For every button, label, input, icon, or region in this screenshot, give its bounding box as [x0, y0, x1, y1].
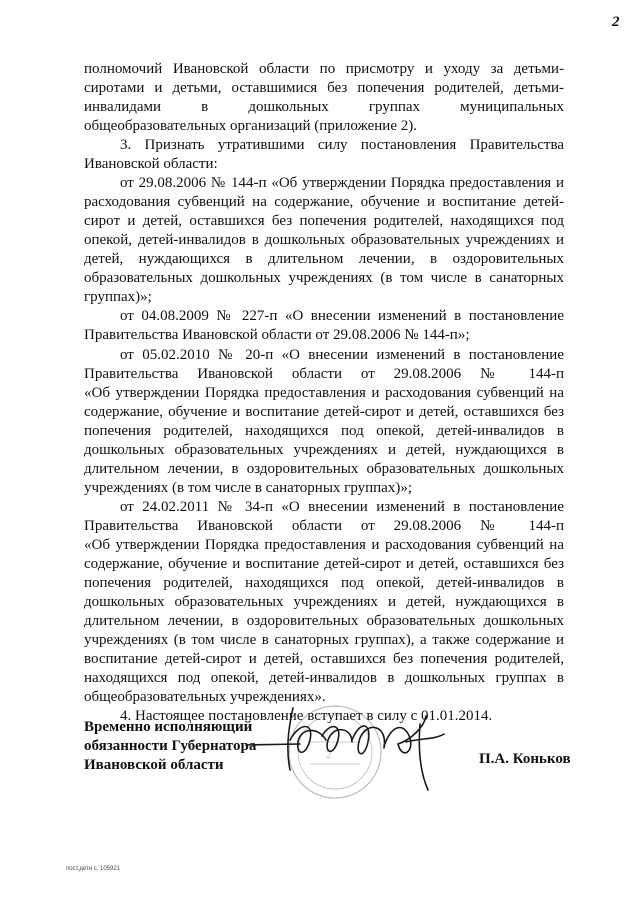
body-text-line: Правительства Ивановской области от 29.08.2006 № 144-п: [84, 365, 564, 382]
svg-text:2: 2: [326, 749, 332, 761]
body-text-line: попечения родителей, находящихся под опекой, детей-инвалидов в: [84, 422, 564, 439]
body-text-line: расходования субвенций на содержание, обучение и воспитание детей-: [84, 194, 564, 211]
body-text-line: учреждениях (в том числе в санаторных группах)»;: [84, 479, 412, 496]
signatory-name: П.А. Коньков: [479, 751, 571, 767]
body-text-line: образовательных дошкольных учреждениях (в том числе в санаторных: [84, 270, 564, 287]
body-text-line: от 24.02.2011 № 34-п «О внесении изменений в постановление: [120, 498, 564, 515]
signatory-title-line-3: Ивановской области: [84, 757, 224, 773]
body-text-line: длительном лечении, в оздоровительных образовательных дошкольных: [84, 612, 564, 629]
body-text-line: сиротами и детьми, оставшимися без попечения родителей, детьми-: [84, 80, 564, 96]
body-text-line: Правительства Ивановской области от 29.08.2006 № 144-п: [84, 517, 564, 534]
body-text-line: группах)»;: [84, 289, 152, 306]
body-text-line: Ивановской области:: [84, 156, 218, 173]
body-text-line: общеобразовательных организаций (приложение 2).: [84, 118, 417, 135]
body-text-line: учреждениях (в том числе в санаторных группах), а также содержание и: [84, 631, 564, 648]
body-text-line: от 05.02.2010 № 20-п «О внесении изменений в постановление: [120, 346, 564, 363]
body-text-line: опекой, детей-инвалидов в дошкольных образовательных учреждениях и: [84, 232, 564, 249]
body-text-line: детей, нуждающихся в длительном лечении, в оздоровительных: [84, 251, 564, 268]
body-text-line: «Об утверждении Порядка предоставления и расходования субвенций на: [84, 536, 564, 553]
signatory-title-line-2: обязанности Губернатора: [84, 738, 257, 754]
body-text-line: попечения родителей, находящихся под опекой, детей-инвалидов в: [84, 574, 564, 591]
body-text-line: Правительства Ивановской области от 29.08.2006 № 144-п»;: [84, 327, 470, 344]
body-text-line: «Об утверждении Порядка предоставления и расходования субвенций на: [84, 384, 564, 401]
page-number: 2: [612, 14, 620, 30]
handwritten-signature-icon: [246, 708, 444, 790]
body-text-line: дошкольных образовательных учреждениях и детей, нуждающихся в: [84, 441, 564, 458]
body-text-line: содержание, обучение и воспитание детей-сирот и детей, оставшихся без: [84, 403, 564, 420]
signatory-title-line-1: Временно исполняющий: [84, 719, 253, 735]
body-text-line: 3. Признать утратившими силу постановления Правительства: [120, 137, 564, 154]
body-text-line: от 04.08.2009 № 227-п «О внесении изменений в постановление: [120, 308, 564, 325]
body-text-line: полномочий Ивановской области по присмотру и уходу за детьми-: [84, 61, 564, 77]
body-text-line: содержание, обучение и воспитание детей-сирот и детей, оставшихся без: [84, 555, 564, 572]
body-text-line: длительном лечении, в оздоровительных образовательных дошкольных: [84, 460, 564, 477]
body-text-line: дошкольных образовательных учреждениях и детей, нуждающихся в: [84, 593, 564, 610]
body-text-line: сирот и детей, оставшихся без попечения родителей, находящихся под: [84, 213, 564, 230]
body-text-line: находящихся под опекой, детей-инвалидов в дошкольных группах в: [84, 670, 564, 686]
body-text-line: от 29.08.2006 № 144-п «Об утверждении Порядка предоставления и: [120, 175, 564, 192]
body-text-line: 4. Настоящее постановление вступает в силу с 01.01.2014.: [120, 708, 493, 724]
footer-reference: пост.детн с. 105921: [66, 866, 121, 872]
body-text-line: воспитание детей-сирот и детей, оставшихся без попечения родителей,: [84, 650, 564, 667]
body-text-line: общеобразовательных учреждениях».: [84, 689, 326, 705]
body-text-line: инвалидами в дошкольных группах муниципальных: [84, 99, 564, 116]
